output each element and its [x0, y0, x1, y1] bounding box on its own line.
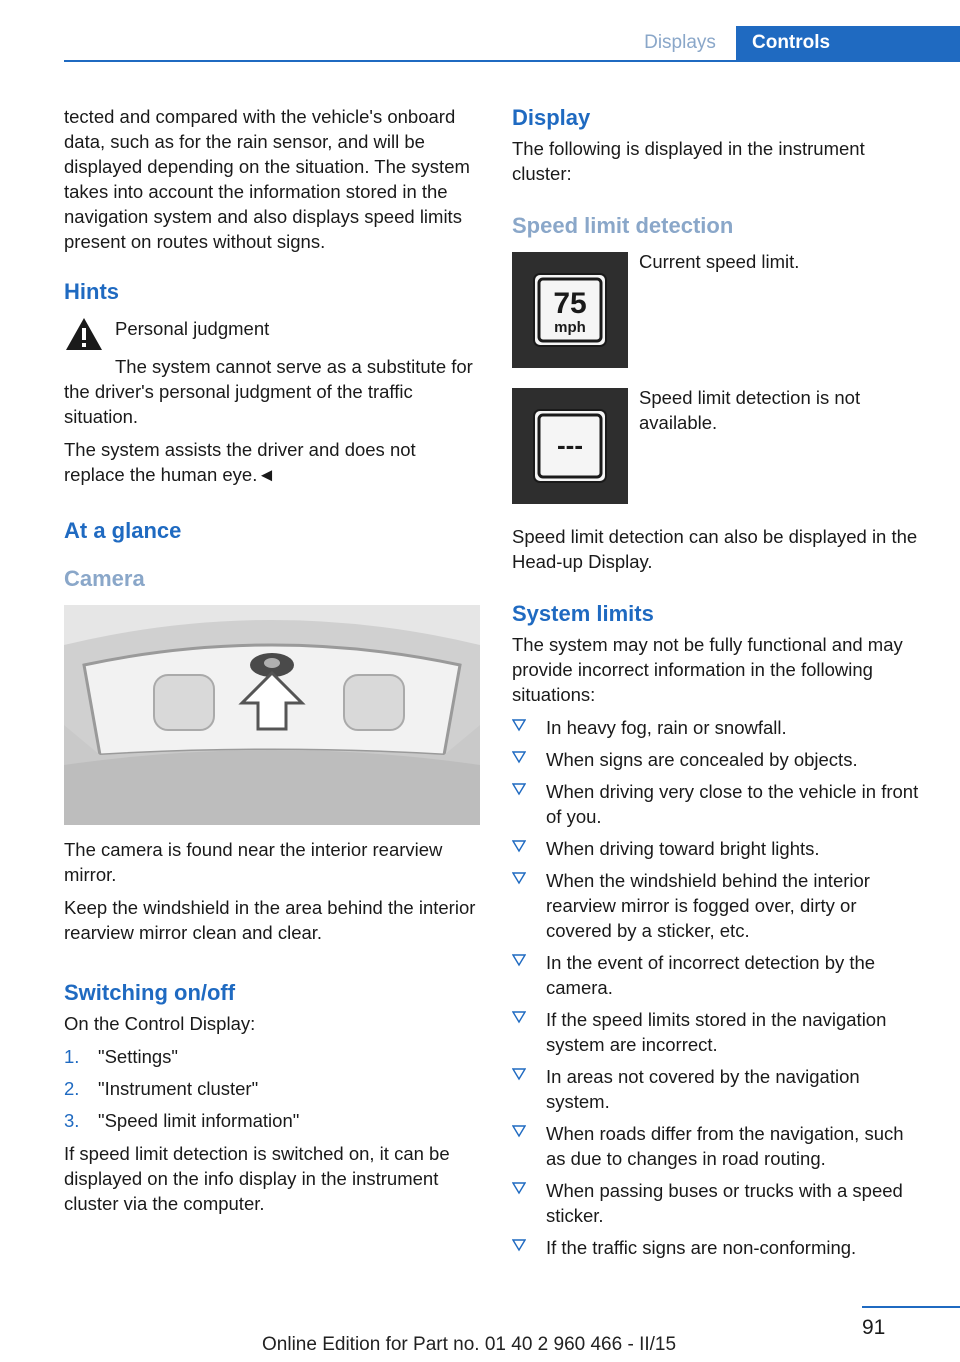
sign-row-unavailable — [512, 388, 926, 504]
camera-heading: Camera — [64, 566, 145, 591]
sign-caption-current: Current speed limit. — [639, 251, 800, 272]
hints-heading: Hints — [64, 279, 119, 304]
switching-outro: If speed limit detection is switched on, it can be displayed on the info display in the instrument cluster via the computer. — [64, 1143, 450, 1214]
sign-row-current — [512, 252, 926, 368]
sign-speed-unit: mph — [554, 319, 586, 336]
list-item: When driving very close to the vehicle in front of you. — [512, 779, 926, 829]
warning-triangle-icon — [64, 316, 104, 352]
speed-limit-detection-heading: Speed limit detection — [512, 213, 734, 238]
step-number: 3. — [64, 1110, 80, 1131]
warning-title: Personal judgment — [115, 318, 270, 339]
steps-list — [64, 1044, 478, 1133]
step-number: 1. — [64, 1046, 80, 1067]
triangle-bullet-icon — [512, 1181, 526, 1195]
list-item: When the windshield behind the interior rearview mirror is fogged over, dirty or covered by a sticker, etc. — [512, 868, 926, 943]
intro-paragraph: tected and compared with the vehicle's onboard data, such as for the rain sensor, and will be displayed depending on the situation. The system takes into account the information stored in the navigation system and also displays speed limits present on routes without signs. — [64, 106, 470, 252]
list-item: When signs are concealed by objects. — [512, 747, 926, 772]
switching-heading: Switching on/off — [64, 980, 236, 1005]
header-section-tab: Displays — [644, 32, 716, 53]
step-text: "Instrument cluster" — [98, 1078, 259, 1099]
display-text: The following is displayed in the instrument cluster: — [512, 138, 865, 184]
speed-limit-unavailable-icon — [512, 388, 628, 504]
right-column — [512, 104, 926, 1267]
triangle-bullet-icon — [512, 1067, 526, 1081]
header-rule — [64, 60, 960, 62]
list-item — [64, 1108, 478, 1133]
list-item: When driving toward bright lights. — [512, 836, 926, 861]
footer-rule — [862, 1306, 960, 1308]
display-heading: Display — [512, 105, 591, 130]
warning-text-2: The system assists the driver and does not replace the human eye.◄ — [64, 439, 416, 485]
list-item: In areas not covered by the navigation system. — [512, 1064, 926, 1114]
speed-limit-sign-icon — [512, 252, 628, 368]
list-item: When roads differ from the navigation, such as due to changes in road routing. — [512, 1121, 926, 1171]
header-chapter-tab: Controls — [736, 26, 960, 62]
sign-unavailable-value: --- — [557, 430, 583, 460]
page-number: 91 — [862, 1316, 886, 1339]
step-number: 2. — [64, 1078, 80, 1099]
list-item — [64, 1076, 478, 1101]
step-text: "Speed limit information" — [98, 1110, 300, 1131]
step-text: "Settings" — [98, 1046, 178, 1067]
warning-text: The system cannot serve as a substitute for the driver's personal judgment of the traffic situation. — [64, 356, 473, 427]
warning-block — [64, 316, 478, 356]
switching-intro: On the Control Display: — [64, 1013, 256, 1034]
triangle-bullet-icon — [512, 839, 526, 853]
triangle-bullet-icon — [512, 750, 526, 764]
edition-text: Online Edition for Part no. 01 40 2 960 466 - II/15 — [262, 1334, 677, 1355]
sign-speed-value: 75 — [553, 287, 587, 320]
triangle-bullet-icon — [512, 718, 526, 732]
list-item: If the traffic signs are non-conforming. — [512, 1235, 926, 1260]
sign-caption-unavailable: Speed limit detection is not available. — [639, 387, 861, 433]
limits-list — [512, 715, 926, 1260]
triangle-bullet-icon — [512, 1010, 526, 1024]
list-item: In heavy fog, rain or snowfall. — [512, 715, 926, 740]
triangle-bullet-icon — [512, 1238, 526, 1252]
camera-text-2: Keep the windshield in the area behind the interior rearview mirror clean and clear. — [64, 897, 476, 943]
triangle-bullet-icon — [512, 782, 526, 796]
system-limits-heading: System limits — [512, 601, 654, 626]
at-a-glance-heading: At a glance — [64, 518, 182, 543]
triangle-bullet-icon — [512, 1124, 526, 1138]
triangle-bullet-icon — [512, 871, 526, 885]
list-item — [64, 1044, 478, 1069]
system-limits-intro: The system may not be fully functional and may provide incorrect information in the following situations: — [512, 634, 903, 705]
list-item: If the speed limits stored in the navigation system are incorrect. — [512, 1007, 926, 1057]
camera-location-image — [64, 605, 480, 825]
left-column — [64, 104, 478, 1224]
camera-text-1: The camera is found near the interior rearview mirror. — [64, 839, 443, 885]
list-item: In the event of incorrect detection by the camera. — [512, 950, 926, 1000]
hud-text: Speed limit detection can also be displayed in the Head-up Display. — [512, 526, 918, 572]
triangle-bullet-icon — [512, 953, 526, 967]
list-item: When passing buses or trucks with a speed sticker. — [512, 1178, 926, 1228]
